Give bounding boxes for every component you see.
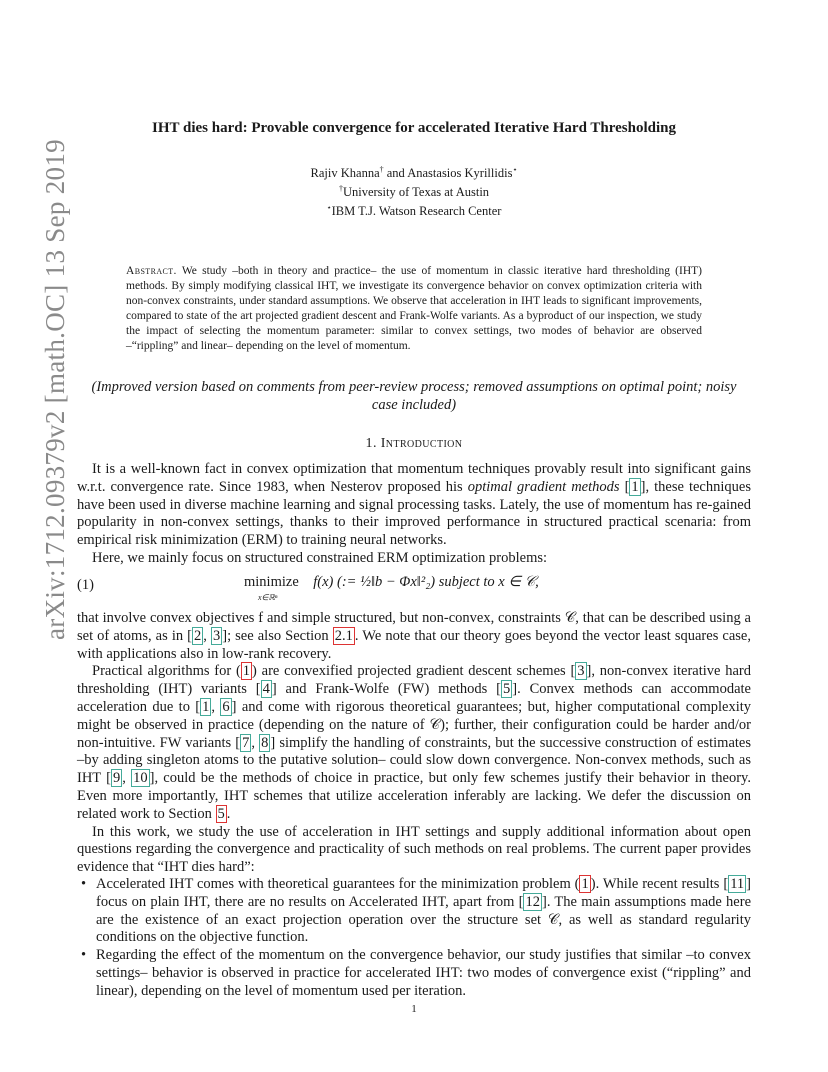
paragraph-2: Here, we mainly focus on structured constrained ERM optimization problems: (92, 549, 548, 566)
page-number: 1 (411, 1003, 417, 1015)
paper-title: IHT dies hard: Provable convergence for accelerated Iterative Hard Thresholding (152, 120, 676, 136)
author-1: Rajiv Khanna (310, 166, 380, 181)
authors-block (0, 162, 828, 219)
equation-body: f(x) (:= ½‖b − Φx‖²₂) subject to x ∈ 𝒞, (313, 574, 539, 590)
citation-link[interactable]: 12 (525, 893, 540, 910)
author-2: and Anastasios Kyrillidis (383, 166, 513, 181)
affiliation-mark-2: ⋆ (512, 165, 518, 174)
equation-link[interactable]: 1 (242, 663, 251, 680)
paragraph-5: In this work, we study the use of acceleration in IHT settings and supply additional information about open questions regarding the convergence and practicality of such methods on real problems. The current paper provides evidence that “IHT dies hard”: (77, 823, 751, 876)
emphasis: optimal gradient methods (467, 478, 620, 495)
list-item: • Regarding the effect of the momentum on the convergence behavior, our study justifies that similar –to convex settings– behavior is observed in practice for accelerated IHT: two modes of convergence exist (“rippling” and linear), depending on the level of momentum used per iteration. (81, 947, 751, 999)
abstract (126, 264, 702, 353)
intro-paragraphs-bottom (77, 610, 751, 877)
citation-link[interactable]: 1 (631, 478, 639, 495)
abstract-heading: Abstract. (126, 265, 177, 277)
equation-link[interactable]: 1 (581, 876, 589, 892)
citation-link[interactable]: 10 (133, 770, 148, 787)
citation-link[interactable]: 6 (222, 698, 230, 715)
abstract-text: We study –both in theory and practice– the use of momentum in classic iterative hard thresholding (IHT) methods. By simply modifying classical IHT, we investigate its convergence behavior on convex optimization criteria with non-convex constraints, under standard assumptions. We observe that acceleration in IHT leads to significant improvements, compared to state of the art projected gradient descent and Frank-Wolfe variants. As a byproduct of our inspection, we study the impact of selecting the momentum parameter: similar to convex settings, two modes of behavior are observed –“rippling” and linear– depending on the level of momentum. (126, 265, 702, 352)
intro-paragraphs-top (77, 461, 751, 568)
citation-link[interactable]: 8 (261, 734, 269, 751)
citation-link[interactable]: 4 (262, 681, 270, 698)
section-link[interactable]: 2.1 (334, 627, 353, 644)
citation-link[interactable]: 2 (194, 627, 202, 644)
equation-1 (244, 574, 539, 591)
citation-link[interactable]: 5 (503, 681, 511, 698)
citation-link[interactable]: 3 (212, 627, 221, 644)
arxiv-stamp: arXiv:1712.09379v2 [math.OC] 13 Sep 2019 (40, 139, 70, 640)
paragraph-4: Practical algorithms for ( 1 ) are convexified projected gradient descent schemes [ 3 ], non-convex iterative hard thresholding (IHT) variants [ 4 ] and Frank-Wolfe (FW) methods [ 5 ]. Convex methods can accommodate acceleration due to [ 1 , 6 ] and come with rigorous theoretical guarantees; but, higher computational complexity might be observed in practice (depending on the nature of 𝒞); further, their configuration could be harder and/or non-intuitive. FW variants [ 7 , 8 ] simplify the handling of constraints, but the successive construction of estimates –by adding singleton atoms to the putative solution– could slow down convergence. Non-convex methods, such as IHT [ 9 , 10 ], could be the methods of choice in practice, but only few schemes justify their behavior in theory. Even more importantly, IHT schemes that utilize acceleration inferably are lacking. We defer the discussion on related work to Section 5 . (77, 663, 752, 822)
section-heading-introduction: 1. Introduction (365, 436, 463, 451)
author-line (0, 162, 828, 181)
equation-number: (1) (77, 577, 94, 593)
paragraph-3: that involve convex objectives f and simple structured, but non-convex, constraints 𝒞, that can be described using a set of atoms, as in [ 2 , 3 ]; see also Section 2.1 . We note that our theory goes beyond the vector least squares case, with applications also in low-rank recovery. (77, 610, 751, 662)
paragraph-1: It is a well-known fact in convex optimization that momentum techniques provably result into significant gains w.r.t. convergence rate. Since 1983, when Nesterov proposed his optimal gradient methods [ 1 ], these techniques have been used in diverse machine learning and signal processing tasks. Lately, the use of momentum has re-gained popularity in non-convex settings, thanks to their improved performance in structured practical scenaria: from empirical risk minimization (ERM) to training neural networks. (77, 461, 751, 549)
citation-link[interactable]: 11 (730, 876, 745, 892)
citation-link[interactable]: 1 (202, 698, 210, 715)
citation-link[interactable]: 9 (112, 770, 121, 787)
list-item: • Accelerated IHT comes with theoretical guarantees for the minimization problem ( 1 ). While recent results [ 11 ] focus on plain IHT, there are no results on Accelerated IHT, apart from [ 12 ]. The main assumptions made here are the existence of an exact projection operation over the structure set 𝒞, as well as standard regularity conditions on the objective function. (81, 876, 752, 946)
citation-link[interactable]: 7 (242, 734, 250, 751)
affiliation-mark-1: † (379, 165, 384, 174)
section-link[interactable]: 5 (217, 805, 225, 822)
affiliation-2: ⋆IBM T.J. Watson Research Center (326, 203, 502, 219)
contribution-list (77, 876, 751, 1001)
bullet-icon: • (81, 876, 87, 892)
revision-note: (Improved version based on comments from peer-review process; removed assumptions on optimal point; noisy case included) (91, 379, 737, 413)
equation-subscript: x∈ℝⁿ (258, 593, 278, 602)
bullet-icon: • (81, 947, 87, 964)
equation-operator: minimize (244, 574, 299, 590)
affiliation-1: †University of Texas at Austin (338, 184, 490, 200)
citation-link[interactable]: 3 (577, 663, 585, 680)
